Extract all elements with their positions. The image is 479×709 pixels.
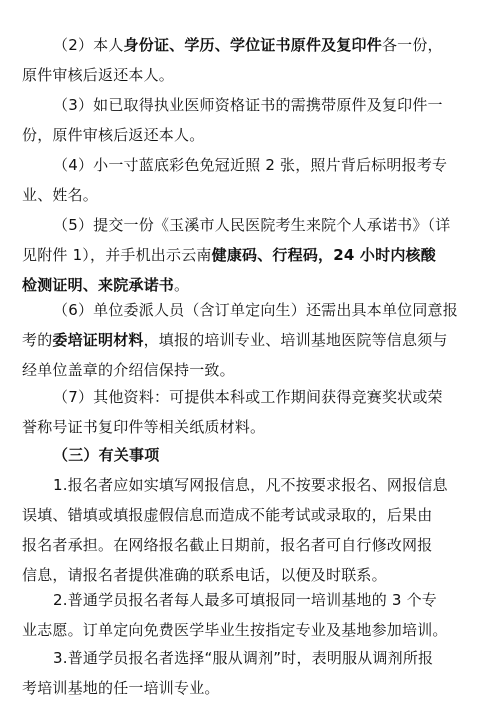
item-3-line-1: （3）如已取得执业医师资格证书的需携带原件及复印件一 xyxy=(53,96,443,114)
item-2-paragraph xyxy=(22,30,464,90)
item-5-line-1: （5）提交一份《玉溪市人民医院考生来院个人承诺书》（详 xyxy=(53,216,451,234)
item-6-bold-text: 委培证明材料 xyxy=(52,331,144,349)
note-3-line-1: 3.普通学员报名者选择“服从调剂”时，表明服从调剂所报 xyxy=(53,649,434,667)
item-7-paragraph xyxy=(22,382,464,442)
section-heading xyxy=(22,440,464,470)
section-title: （三）有关事项 xyxy=(53,446,160,464)
item-5-text: 见附件 1），并手机出示云南 xyxy=(22,246,212,264)
item-5-text-end: 。 xyxy=(174,276,190,294)
note-1-line-4: 信息，请报名者提供准确的联系电话，以便及时联系。 xyxy=(22,566,387,584)
item-2-bold-text: 身份证、学历、学位证书原件及复印件 xyxy=(123,36,382,54)
item-7-line-2: 誉称号证书复印件等相关纸质材料。 xyxy=(22,418,266,436)
item-4-line-2: 业、姓名。 xyxy=(22,186,99,204)
item-5-paragraph xyxy=(22,210,464,300)
item-2-text-end: 各一份， xyxy=(381,36,443,54)
item-2-line-2: 原件审核后返还本人。 xyxy=(22,66,175,84)
item-6-line-3: 经单位盖章的介绍信保持一致。 xyxy=(22,361,235,379)
item-3-line-2: 份，原件审核后返还本人。 xyxy=(22,126,205,144)
note-1-line-3: 报名者承担。在网络报名截止日期前，报名者可自行修改网报 xyxy=(22,536,433,554)
item-6-text: 考的 xyxy=(22,331,53,349)
note-2-paragraph xyxy=(22,585,464,645)
item-6-paragraph xyxy=(22,295,464,385)
note-3-paragraph xyxy=(22,643,464,703)
item-5-bold-text-2: 检测证明、来院承诺书 xyxy=(22,276,175,294)
item-7-line-1: （7）其他资料：可提供本科或工作期间获得竞赛奖状或荣 xyxy=(53,388,443,406)
note-1-line-1: 1.报名者应如实填写网报信息，凡不按要求报名、网报信息 xyxy=(53,476,448,494)
item-4-paragraph xyxy=(22,150,464,210)
item-6-line-1: （6）单位委派人员（含订单定向生）还需出具本单位同意报 xyxy=(53,301,458,319)
item-2-text: （2）本人 xyxy=(53,36,124,54)
item-3-paragraph xyxy=(22,90,464,150)
item-5-bold-text: 健康码、行程码，24 小时内核酸 xyxy=(211,246,436,264)
note-1-line-2: 误填、错填或填报虚假信息而造成不能考试或录取的，后果由 xyxy=(22,506,433,524)
note-1-paragraph xyxy=(22,470,464,590)
note-2-line-2: 业志愿。订单定向免费医学毕业生按指定专业及基地参加培训。 xyxy=(22,621,448,639)
item-4-line-1: （4）小一寸蓝底彩色免冠近照 2 张，照片背后标明报考专 xyxy=(53,156,448,174)
note-2-line-1: 2.普通学员报名者每人最多可填报同一培训基地的 3 个专 xyxy=(53,591,437,609)
item-6-text-end: ，填报的培训专业、培训基地医院等信息须与 xyxy=(143,331,448,349)
note-3-line-2: 考培训基地的任一培训专业。 xyxy=(22,679,220,697)
